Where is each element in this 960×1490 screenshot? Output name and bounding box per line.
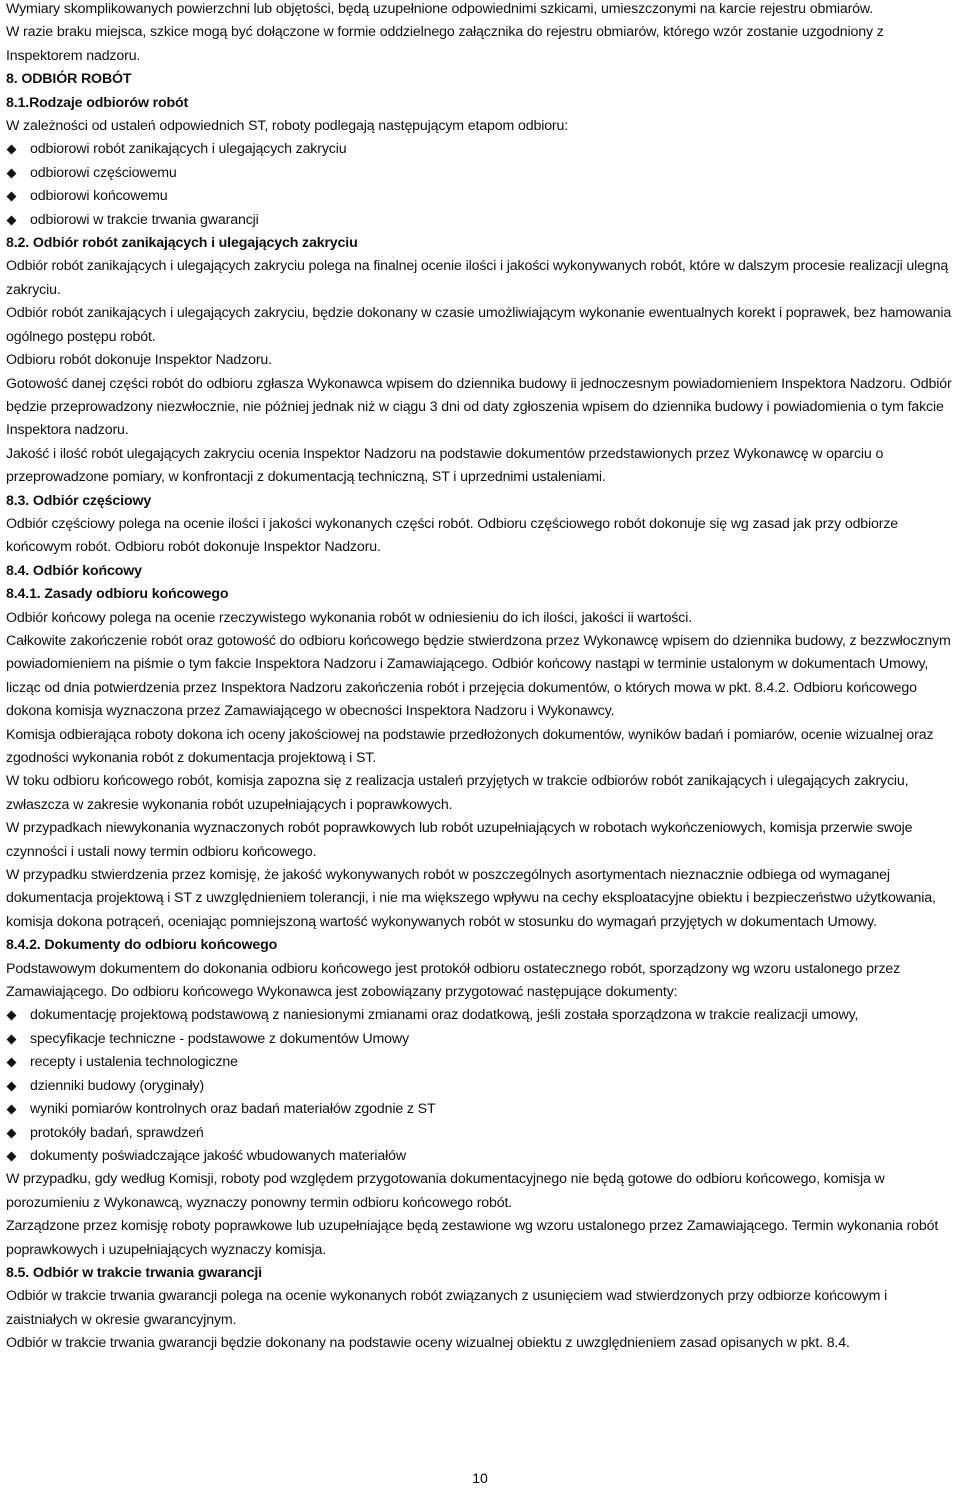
- list-item: odbiorowi częściowemu: [6, 162, 954, 185]
- section-8-1-list: [6, 138, 954, 232]
- section-8-5-paragraph: Odbiór w trakcie trwania gwarancji będzie dokonany na podstawie oceny wizualnej obiektu z uwzględnieniem zasad opisanych w pkt. 8.4.: [6, 1335, 850, 1352]
- diamond-bullet-icon: [7, 192, 17, 202]
- section-8-3-heading: 8.3. Odbiór częściowy: [6, 492, 152, 509]
- diamond-bullet-icon: [7, 1151, 17, 1161]
- section-8-4-2-heading: 8.4.2. Dokumenty do odbioru końcowego: [6, 937, 278, 954]
- section-8-4-1-heading: 8.4.1. Zasady odbioru końcowego: [6, 586, 229, 603]
- section-8-3-paragraph: Odbiór częściowy polega na ocenie ilości i jakości wykonanych części robót. Odbioru częściowego robót dokonuje się wg zasad jak przy odbiorze końcowym robót. Odbioru robót dokonuje Inspektor Nadzoru.: [6, 515, 899, 556]
- diamond-bullet-icon: [7, 168, 17, 178]
- section-8-2-paragraph: Jakość i ilość robót ulegających zakryciu ocenia Inspektor Nadzoru na podstawie dokumentów przedstawionych przez Wykonawcę w oparciu o przeprowadzone pomiary, w konfrontacji z dokumentacją techniczną, ST i uprzednimi ustaleniami.: [6, 445, 884, 486]
- list-item: wyniki pomiarów kontrolnych oraz badań materiałów zgodnie z ST: [6, 1098, 954, 1121]
- section-8-2-paragraph: Odbiór robót zanikających i ulegających zakryciu polega na finalnej ocenie ilości i jakości wykonywanych robót, które w dalszym procesie realizacji ulegną zakryciu.: [6, 258, 949, 298]
- section-8-4-1-paragraph: W toku odbioru końcowego robót, komisja zapozna się z realizacja ustaleń przyjętych w trakcie odbiorów robót zanikających i ulegających zakryciu, zwłaszcza w zakresie wykonania robót uzupełniających i poprawkowych.: [6, 773, 909, 813]
- list-item: odbiorowi robót zanikających i ulegających zakryciu: [6, 138, 954, 161]
- section-8-4-1-paragraph: Odbiór końcowy polega na ocenie rzeczywistego wykonania robót w odniesieniu do ich ilości, jakości ii wartości.: [6, 609, 692, 626]
- list-item: protokóły badań, sprawdzeń: [6, 1122, 954, 1145]
- list-item: dokumentację projektową podstawową z naniesionymi zmianami oraz dodatkową, jeśli została sporządzona w trakcie realizacji umowy,: [6, 1004, 954, 1027]
- section-8-5-heading: 8.5. Odbiór w trakcie trwania gwarancji: [6, 1264, 262, 1281]
- list-item: dzienniki budowy (oryginały): [6, 1075, 954, 1098]
- diamond-bullet-icon: [7, 1011, 17, 1021]
- section-8-5-paragraph: Odbiór w trakcie trwania gwarancji polega na ocenie wykonanych robót związanych z usunięciem wad stwierdzonych przy odbiorze końcowym i zaistniałych w okresie gwarancyjnym.: [6, 1288, 888, 1328]
- section-8-4-2-list: [6, 1004, 954, 1168]
- section-8-4-1-paragraph: Całkowite zakończenie robót oraz gotowość do odbioru końcowego będzie stwierdzona przez Wykonawcę wpisem do dziennika budowy, z bezzwłocznym powiadomieniem na piśmie o tym fakcie Inspektora Nadzoru i Zamawiającego. Odbiór końcowy nastąpi w terminie ustalonym w dokumentach Umowy, licząc od dnia potwierdzenia przez Inspektora Nadzoru zakończenia robót i przejęcia dokumentów, o których mowa w pkt. 8.4.2. Odbioru końcowego dokona komisja wyznaczona przez Zamawiającego w obecności Inspektora Nadzoru i Wykonawcy.: [6, 632, 951, 720]
- section-8-4-2-lead: Podstawowym dokumentem do dokonania odbioru końcowego jest protokół odbioru ostatecznego robót, sporządzony wg wzoru ustalonego przez Zamawiającego. Do odbioru końcowego Wykonawca jest zobowiązany przygotować następujące dokumenty:: [6, 960, 901, 1001]
- diamond-bullet-icon: [7, 215, 17, 225]
- list-item: recepty i ustalenia technologiczne: [6, 1051, 954, 1074]
- list-item: specyfikacje techniczne - podstawowe z dokumentów Umowy: [6, 1028, 954, 1051]
- section-8-4-2-paragraph: Zarządzone przez komisję roboty poprawkowe lub uzupełniające będą zestawione wg wzoru ustalonego przez Zamawiającego. Termin wykonania robót poprawkowych i uzupełniających wyznaczy komisja.: [6, 1218, 939, 1258]
- intro-paragraph-2: W razie braku miejsca, szkice mogą być dołączone w formie oddzielnego załącznika do rejestru obmiarów, którego wzór zostanie uzgodniony z Inspektorem nadzoru.: [6, 24, 884, 64]
- diamond-bullet-icon: [7, 1058, 17, 1068]
- section-8-4-1-paragraph: Komisja odbierająca roboty dokona ich oceny jakościowej na podstawie przedłożonych dokumentów, wyników badań i pomiarów, ocenie wizualnej oraz zgodności wykonania robót z dokumentacja projektową i ST.: [6, 726, 934, 766]
- intro-paragraph-1: Wymiary skomplikowanych powierzchni lub objętości, będą uzupełnione odpowiednimi szkicami, umieszczonymi na karcie rejestru obmiarów.: [6, 1, 874, 17]
- diamond-bullet-icon: [7, 1105, 17, 1115]
- section-8-2-paragraph: Odbiór robót zanikających i ulegających zakryciu, będzie dokonany w czasie umożliwiającym wykonanie ewentualnych korekt i poprawek, bez hamowania ogólnego postępu robót.: [6, 305, 952, 345]
- diamond-bullet-icon: [7, 1081, 17, 1091]
- section-8-1-lead: W zależności od ustaleń odpowiednich ST, roboty podlegają następującym etapom odbioru:: [6, 118, 569, 135]
- section-8-2-paragraph: Gotowość danej części robót do odbioru zgłasza Wykonawca wpisem do dziennika budowy ii jednoczesnym powiadomieniem Inspektora Nadzoru. Odbiór będzie przeprowadzony niezwłocznie, nie później jednak niż w ciągu 3 dni od daty zgłoszenia wpisem do dziennika budowy i powiadomienia o tym fakcie Inspektora nadzoru.: [6, 375, 952, 439]
- list-item: odbiorowi końcowemu: [6, 185, 954, 208]
- diamond-bullet-icon: [7, 1034, 17, 1044]
- section-8-2-heading: 8.2. Odbiór robót zanikających i ulegających zakryciu: [6, 235, 358, 252]
- list-item: dokumenty poświadczające jakość wbudowanych materiałów: [6, 1145, 954, 1168]
- section-8-4-1-paragraph: W przypadku stwierdzenia przez komisję, że jakość wykonywanych robót w poszczególnych asortymentach nieznacznie odbiega od wymaganej dokumentacja projektową i ST z uwzględnieniem tolerancji, i nie ma większego wpływu na cechy eksploatacyjne obiektu i bezpieczeństwo użytkowania, komisja dokona potrąceń, oceniając pomniejszoną wartość wykonywanych robót w stosunku do wymagań przyjętych w dokumentach Umowy.: [6, 867, 936, 930]
- page-number: 10: [472, 1470, 488, 1486]
- list-item: odbiorowi w trakcie trwania gwarancji: [6, 209, 954, 232]
- section-8-1-heading: 8.1.Rodzaje odbiorów robót: [6, 94, 189, 111]
- section-8-2-paragraph: Odbioru robót dokonuje Inspektor Nadzoru.: [6, 352, 272, 369]
- section-8-heading: 8. ODBIÓR ROBÓT: [6, 71, 132, 88]
- diamond-bullet-icon: [7, 1128, 17, 1138]
- section-8-4-2-paragraph: W przypadku, gdy według Komisji, roboty pod względem przygotowania dokumentacyjnego nie będą gotowe do odbioru końcowego, komisja w porozumieniu z Wykonawcą, wyznaczy ponowny termin odbioru końcowego robót.: [6, 1171, 885, 1211]
- section-8-4-1-paragraph: W przypadkach niewykonania wyznaczonych robót poprawkowych lub robót uzupełniających w robotach wykończeniowych, komisja przerwie swoje czynności i ustali nowy termin odbioru końcowego.: [6, 820, 913, 860]
- section-8-4-heading: 8.4. Odbiór końcowy: [6, 562, 142, 579]
- diamond-bullet-icon: [7, 145, 17, 155]
